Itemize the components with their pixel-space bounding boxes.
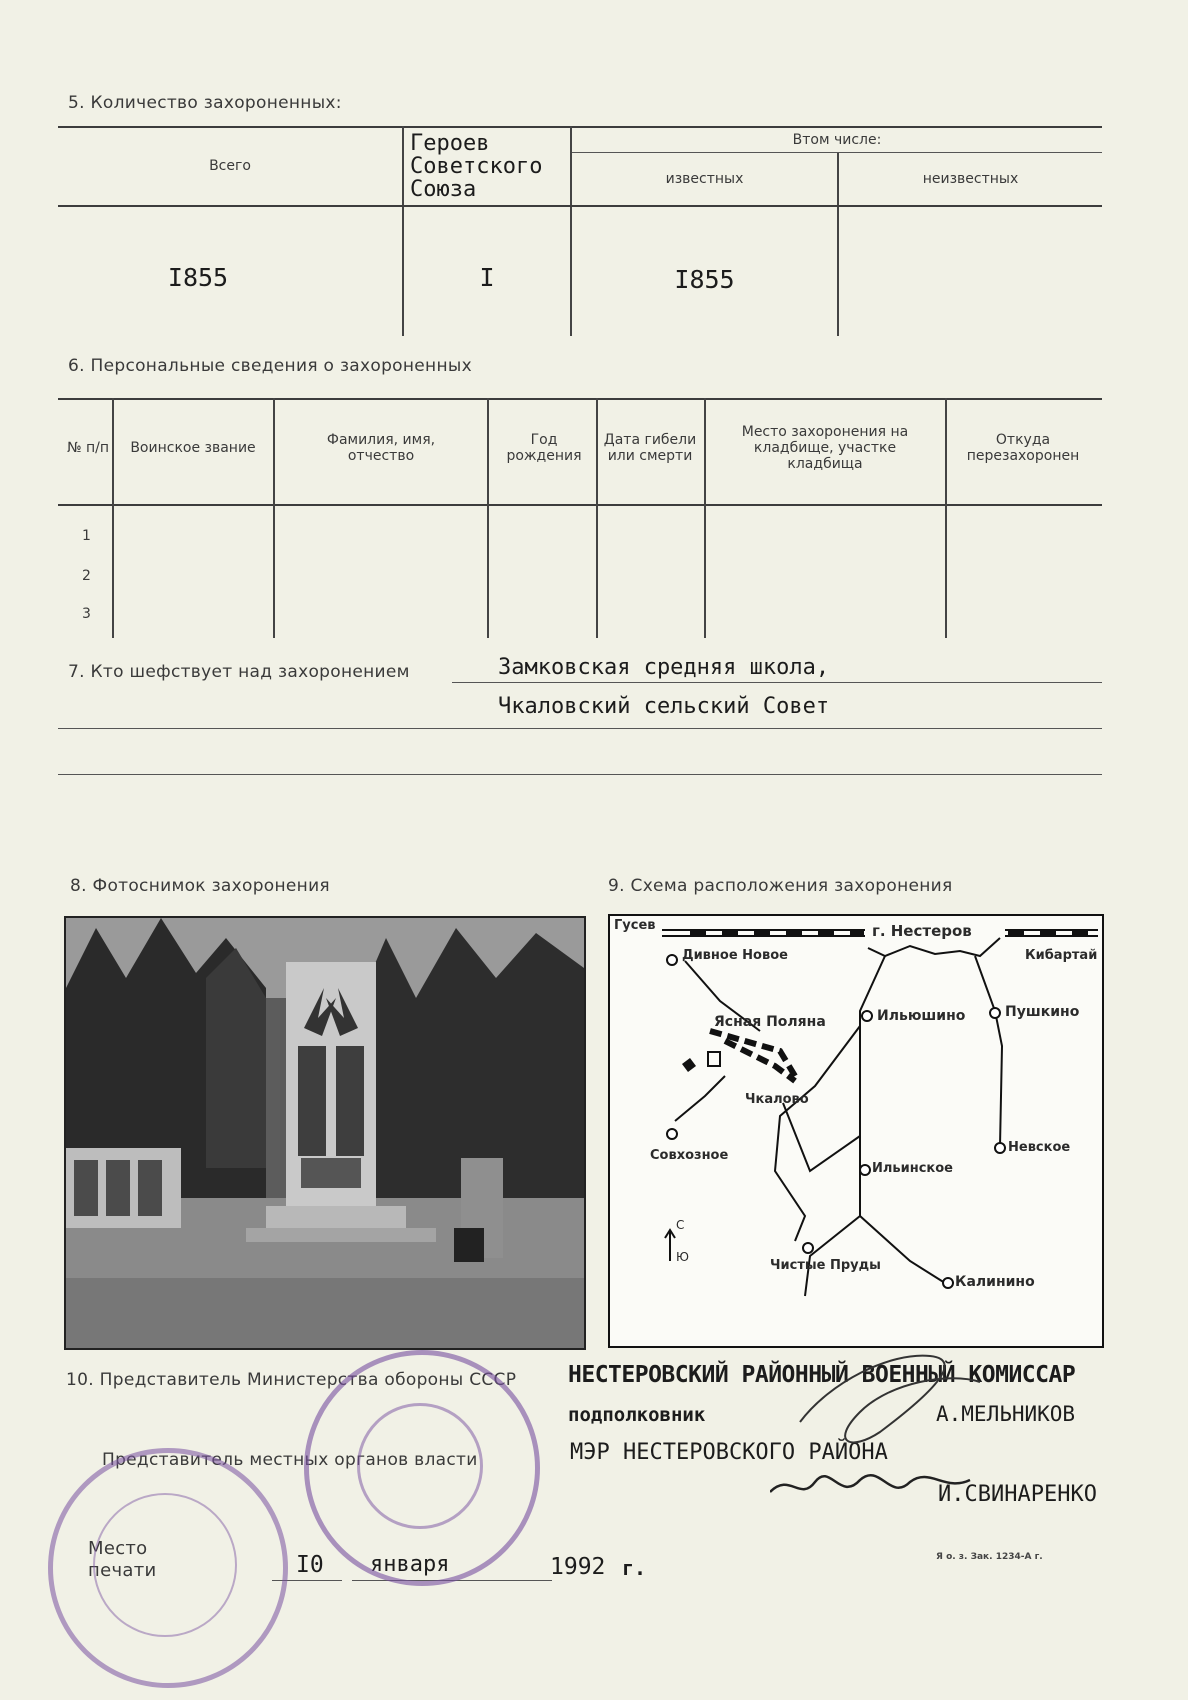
place-gusev: Гусев <box>614 918 656 933</box>
col-unknown-header: неизвестных <box>922 171 1019 187</box>
val-heroes: I <box>479 262 495 292</box>
row-number: 1 <box>82 528 91 544</box>
military-stamp <box>304 1350 540 1586</box>
stamp-place-label: Место <box>88 1538 148 1559</box>
section7-label: 7. Кто шефствует над захоронением <box>68 662 410 682</box>
burial-photo <box>64 916 586 1350</box>
mo-rank: подполковник <box>568 1404 706 1426</box>
header-reburied-from: Откуда перезахоронен <box>966 432 1080 464</box>
place-chkalovo: Чкалово <box>745 1092 809 1107</box>
rule <box>945 398 947 638</box>
section5-title: 5. Количество захороненных: <box>68 93 342 113</box>
section8-label: 8. Фотоснимок захоронения <box>70 876 330 896</box>
val-total: I855 <box>167 262 229 292</box>
date-day: I0 <box>296 1552 324 1578</box>
mo-name: А.МЕЛЬНИКОВ <box>936 1402 1076 1426</box>
place-ilyushino: Ильюшино <box>877 1008 966 1024</box>
header-death-date: Дата гибели или смерти <box>603 432 697 464</box>
stamp-place-label: печати <box>88 1560 157 1581</box>
place-pushkino: Пушкино <box>1005 1004 1080 1020</box>
compass-north: С <box>676 1218 685 1232</box>
mo-representative-title: НЕСТЕРОВСКИЙ РАЙОННЫЙ ВОЕННЫЙ КОМИССАР <box>568 1362 1076 1388</box>
print-code: Я о. з. Зак. 1234-А г. <box>936 1552 1043 1562</box>
row-number: 3 <box>82 606 91 622</box>
local-authority-label: Представитель местных органов власти <box>102 1450 478 1470</box>
rule <box>704 398 706 638</box>
signatures <box>770 1342 1000 1522</box>
local-authority-name: И.СВИНАРЕНКО <box>938 1482 1097 1507</box>
rule <box>572 152 1102 153</box>
section6-title: 6. Персональные сведения о захороненных <box>68 356 472 376</box>
patron-line1: Замковская средняя школа, <box>498 655 830 680</box>
rule <box>487 398 489 638</box>
place-kalinino: Калинино <box>955 1274 1035 1290</box>
rule <box>58 728 1102 729</box>
date-suffix: г. <box>622 1556 647 1580</box>
place-yasnaya: Ясная Поляна <box>714 1014 826 1030</box>
header-birth-year: Год рождения <box>506 432 582 464</box>
rule <box>58 205 1102 207</box>
place-ilyinskoe: Ильинское <box>872 1161 953 1176</box>
place-nesterov: г. Нестеров <box>872 922 972 940</box>
rule <box>273 398 275 638</box>
val-known: I855 <box>674 264 735 294</box>
municipal-stamp <box>48 1448 288 1688</box>
section9-label: 9. Схема расположения захоронения <box>608 876 953 896</box>
place-divnoe: Дивное Новое <box>682 948 788 963</box>
rule <box>58 774 1102 775</box>
location-scheme <box>608 914 1104 1348</box>
place-sovkhoznoe: Совхозное <box>650 1148 729 1163</box>
col-including-header: Втом числе: <box>792 132 882 148</box>
header-burial-place: Место захоронения на кладбище, участке кладбища <box>741 424 909 472</box>
local-authority-title: МЭР НЕСТЕРОВСКОГО РАЙОНА <box>570 1440 888 1465</box>
rule <box>112 398 114 638</box>
date-month: января <box>370 1552 450 1577</box>
val-unknown <box>839 252 1102 306</box>
header-name: Фамилия, имя, отчество <box>326 432 436 464</box>
section10-label: 10. Представитель Министерства обороны СССР <box>66 1370 517 1390</box>
place-kibartai: Кибартай <box>1025 948 1098 963</box>
col-total-header: Всего <box>209 158 251 174</box>
compass-south: Ю <box>676 1250 689 1264</box>
rule <box>452 682 1102 683</box>
row-number: 2 <box>82 568 91 584</box>
date-year: 1992 <box>550 1554 606 1580</box>
patron-line2: Чкаловский сельский Совет <box>498 694 830 719</box>
header-rank: Воинское звание <box>130 440 256 456</box>
header-number: № п/п <box>66 440 110 456</box>
place-nevskoe: Невское <box>1008 1140 1071 1155</box>
col-known-header: известных <box>665 171 744 187</box>
place-chistye: Чистые Пруды <box>770 1258 881 1273</box>
col-heroes-header: Героев Советского Союза <box>410 130 543 202</box>
